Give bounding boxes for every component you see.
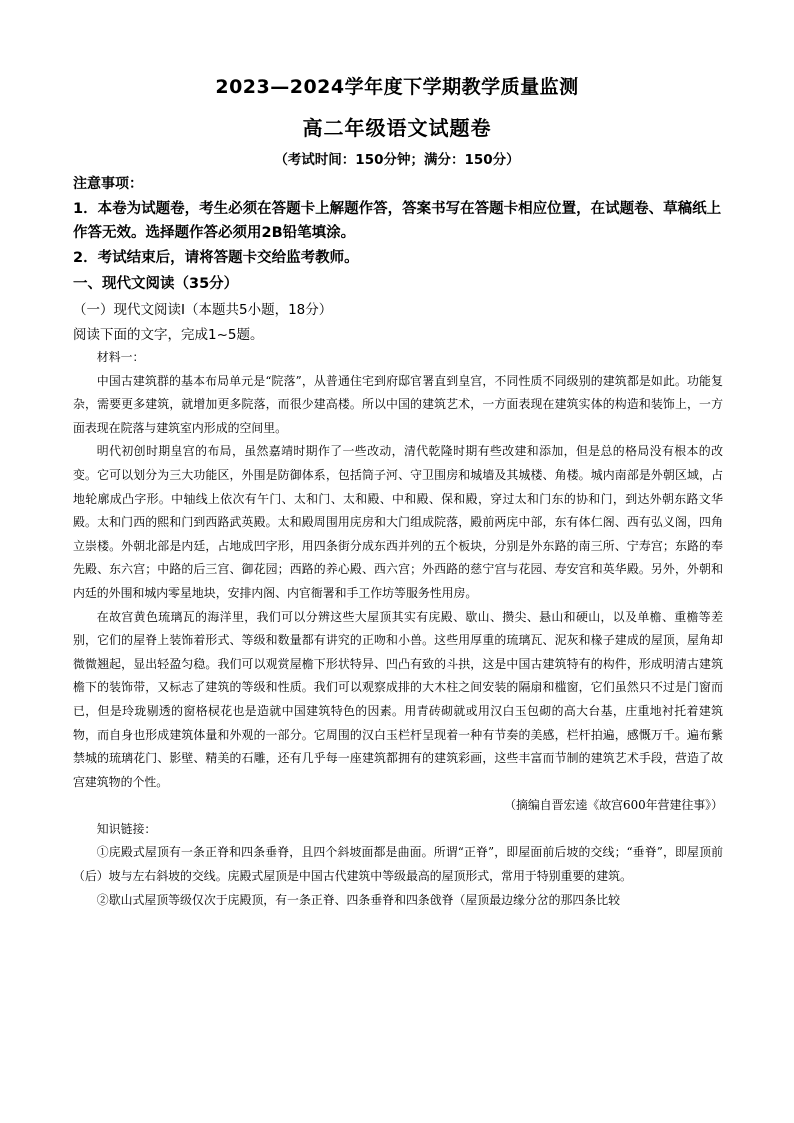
material-paragraph-3: 在故宫黄色琉璃瓦的海洋里，我们可以分辨这些大屋顶其实有庑殿、歇山、攒尖、悬山和硬山，以及单檐、重檐等差别，它们的屋脊上装饰着形式、等级和数量都有讲究的正吻和小兽。这些用厚重的琉璃瓦、泥灰和椽子建成的屋顶，屋角却微微翘起，显出轻盈匀稳。我们可以观赏屋檐下形状特异、凹凸有致的斗拱，这是中国古建筑特有的构件，形成明清古建筑檐下的装饰带，又标志了建筑的等级和性质。我们可以观察成排的大木柱之间安装的隔扇和槛窗，它们虽然只不过是门窗而已，但是玲珑剔透的窗格棂花也是造就中国建筑特色的因素。用青砖砌就或用汉白玉包砌的高大台基，庄重地衬托着建筑物，而自身也形成建筑体量和外观的一部分。它周围的汉白玉栏杆呈现着一种有节奏的美感，栏杆拍遍，感慨万千。遍布紫禁城的琉璃花门、影壁、精美的石雕，还有几乎每一座建筑都拥有的建筑彩画，这些丰富而节制的建筑艺术手段，营造了故宫建筑物的个性。 bbox=[73, 609, 723, 789]
exam-title: 2023—2024学年度下学期教学质量监测 bbox=[215, 76, 579, 98]
material-paragraph-1: 中国古建筑群的基本布局单元是“院落”，从普通住宅到府邸官署直到皇宫，不同性质不同级别的建筑都是如此。功能复杂，需要更多建筑，就增加更多院落，而很少建高楼。所以中国的建筑艺术，一方面表现在建筑实体的构造和装饰上，一方面表现在院落与建筑室内形成的空间里。 bbox=[73, 373, 723, 435]
notice-item-2: 2．考试结束后，请将答题卡交给监考教师。 bbox=[73, 250, 359, 266]
reading-material bbox=[73, 346, 723, 912]
exam-time-score: （考试时间：150分钟；满分：150分） bbox=[274, 152, 520, 168]
material-source: （摘编自晋宏逵《故宫600年营建往事》） bbox=[504, 798, 723, 813]
section-heading: 一、现代文阅读（35分） bbox=[73, 276, 239, 292]
knowledge-item-2: ②歇山式屋顶等级仅次于庑殿顶，有一条正脊、四条垂脊和四条戗脊（屋顶最边缘分岔的那四条比较 bbox=[96, 892, 620, 907]
knowledge-item-1: ①庑殿式屋顶有一条正脊和四条垂脊，且四个斜坡面都是曲面。所谓“正脊”，即屋面前后坡的交线；“垂脊”，即屋顶前（后）坡与左右斜坡的交线。庑殿式屋顶是中国古代建筑中等级最高的屋顶形式，常用于特别重要的建筑。 bbox=[73, 845, 723, 884]
material-paragraph-2: 明代初创时期皇宫的布局，虽然嘉靖时期作了一些改动，清代乾隆时期有些改建和添加，但是总的格局没有根本的改变。它可以划分为三大功能区，外围是防御体系，包括筒子河、守卫围房和城墙及其城楼、角楼。城内南部是外朝区域，占地轮廓成凸字形。中轴线上依次有午门、太和门、太和殿、中和殿、保和殿，穿过太和门东的协和门，到达外朝东路文华殿。太和门西的熙和门到西路武英殿。太和殿周围用庑房和大门组成院落，殿前两庑中部，东有体仁阁、西有弘义阁，四角立崇楼。外朝北部是内廷，占地成凹字形，用四条街分成东西并列的五个板块，分别是外东路的南三所、宁寿宫；东路的奉先殿、东六宫；中路的后三宫、御花园；西路的养心殿、西六宫；外西路的慈宁宫与花园、寿安宫和英华殿。另外，外朝和内廷的外围和城内零星地块，安排内阁、内官衙署和手工作坊等服务性用房。 bbox=[73, 444, 723, 600]
notice-item-1: 1．本卷为试题卷，考生必须在答题卡上解题作答，答案书写在答题卡相应位置，在试题卷、草稿纸上作答无效。选择题作答必须用2B铅笔填涂。 bbox=[73, 201, 722, 241]
reading-instruction: 阅读下面的文字，完成1~5题。 bbox=[73, 327, 264, 343]
material-label: 材料一： bbox=[96, 350, 145, 364]
exam-subtitle: 高二年级语文试题卷 bbox=[302, 116, 492, 140]
knowledge-label: 知识链接： bbox=[96, 821, 157, 836]
subsection-heading: （一）现代文阅读Ⅰ（本题共5小题，18分） bbox=[73, 302, 333, 318]
notice-heading: 注意事项： bbox=[73, 176, 143, 192]
